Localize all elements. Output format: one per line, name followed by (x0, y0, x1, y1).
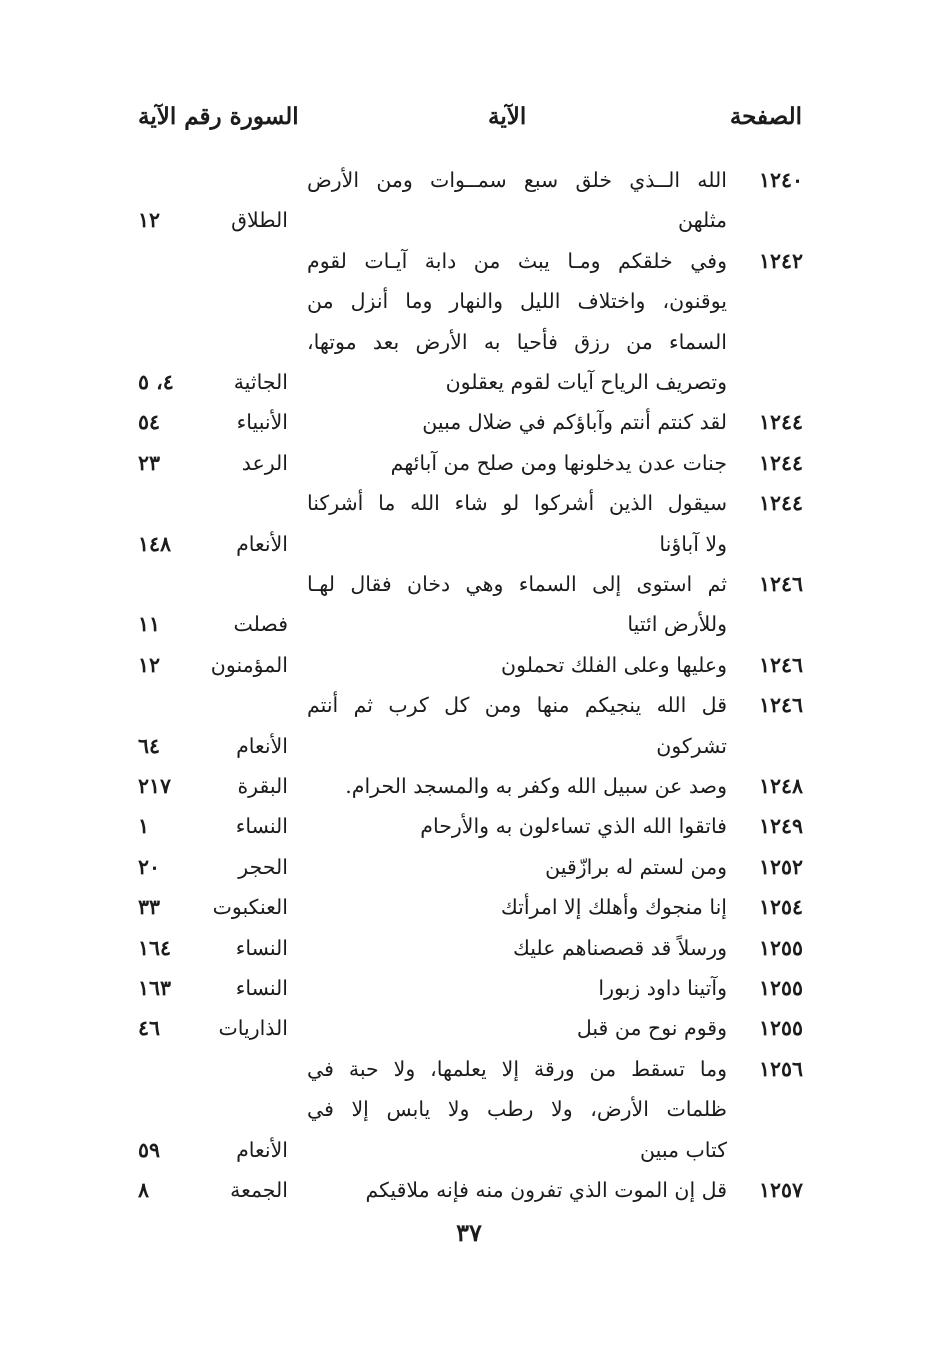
entry-surah-name: النساء (235, 814, 288, 839)
entry-verse-line: لقد كنتم أنتم وآباؤكم في ضلال مبين (422, 410, 727, 435)
entry-verse-line: ورسلاً قد قصصناهم عليك (512, 935, 727, 960)
entry-surah-name: البقرة (237, 774, 288, 798)
entry-surah-name: الأنعام (236, 733, 288, 758)
entry-page-number: ١٢٥٥ (758, 976, 803, 1000)
entry-verse-line: وفي خلقكم ومـا يبث من دابة آيـات لقوم (307, 248, 727, 273)
entry-verse-line: قل إن الموت الذي تفرون منه فإنه ملاقيكم (365, 1178, 727, 1202)
entry-surah-name: الأنعام (236, 1137, 288, 1162)
entry-verse-line: كتاب مبين (640, 1137, 727, 1162)
entry-ayah-number: ٤، ٥ (138, 370, 174, 394)
column-header-page: الصفحة (729, 103, 802, 130)
entry-page-number: ١٢٥٦ (758, 1056, 803, 1081)
entry-page-number: ١٢٤٩ (758, 814, 803, 839)
entry-ayah-number: ٢١٧ (138, 774, 172, 798)
entry-ayah-number: ٣٣ (138, 895, 161, 920)
entry-verse-line: ظلمات الأرض، ولا رطب ولا يابس إلا في (307, 1097, 727, 1122)
entry-page-number: ١٢٤٠ (758, 168, 803, 192)
entry-verse-line: جنات عدن يدخلونها ومن صلح من آبائهم (390, 450, 727, 475)
entry-ayah-number: ٢٣ (138, 450, 161, 475)
entry-verse-line: ولا آباؤنا (659, 531, 727, 556)
entry-verse-line: وما تسقط من ورقة إلا يعلمها، ولا حبة في (307, 1056, 727, 1081)
page-number: ٣٧ (456, 1218, 482, 1247)
entry-surah-name: الجمعة (230, 1178, 288, 1202)
entry-ayah-number: ١٦٣ (138, 976, 172, 1000)
entry-ayah-number: ٥٤ (138, 410, 161, 435)
entry-surah-name: فصلت (233, 612, 288, 637)
entry-ayah-number: ٤٦ (138, 1016, 161, 1041)
entry-ayah-number: ٨ (138, 1178, 150, 1202)
entry-verse-line: وصد عن سبيل الله وكفر به والمسجد الحرام. (345, 774, 727, 798)
entry-verse-line: السماء من رزق فأحيا به الأرض بعد موتها، (307, 329, 727, 354)
entry-ayah-number: ١١ (138, 612, 161, 637)
entry-verse-line: وقوم نوح من قبل (576, 1016, 727, 1041)
entry-verse-line: قل الله ينجيكم منها ومن كل كرب ثم أنتم (307, 693, 727, 718)
entry-page-number: ١٢٤٦ (758, 572, 803, 596)
entry-verse-line: إنا منجوك وأهلك إلا امرأتك (500, 895, 727, 920)
entry-verse-line: وللأرض ائتيا (627, 612, 727, 637)
entry-verse-line: سيقول الذين أشركوا لو شاء الله ما أشركنا (307, 491, 727, 516)
entry-surah-name: المؤمنون (210, 652, 288, 677)
entry-ayah-number: ١٤٨ (138, 531, 172, 556)
column-header-surah-ayah: السورة رقم الآية (138, 103, 299, 130)
entry-verse-line: فاتقوا الله الذي تساءلون به والأرحام (420, 814, 727, 839)
entry-verse-line: مثلهن (677, 208, 727, 233)
entry-ayah-number: ٢٠ (138, 854, 161, 879)
entry-ayah-number: ١٢ (138, 652, 161, 677)
entry-verse-line: تشركون (656, 733, 727, 758)
entry-page-number: ١٢٥٥ (758, 1016, 803, 1041)
entry-surah-name: الأنعام (236, 531, 288, 556)
entry-page-number: ١٢٥٢ (758, 854, 803, 879)
entry-surah-name: النساء (235, 976, 288, 1000)
entry-page-number: ١٢٤٤ (758, 491, 803, 516)
entry-ayah-number: ٥٩ (138, 1137, 161, 1162)
entry-page-number: ١٢٤٦ (758, 652, 803, 677)
entry-surah-name: الجاثية (233, 370, 288, 394)
entry-ayah-number: ١٢ (138, 208, 161, 233)
entry-page-number: ١٢٤٢ (758, 248, 803, 273)
entry-surah-name: العنكبوت (212, 895, 288, 920)
entry-verse-line: الله الــذي خلق سبع سمــوات ومن الأرض (307, 168, 727, 192)
entry-surah-name: الذاريات (218, 1016, 288, 1041)
entry-surah-name: الرعد (241, 450, 288, 475)
entry-verse-line: وعليها وعلى الفلك تحملون (501, 652, 727, 677)
entry-verse-line: وتصريف الرياح آيات لقوم يعقلون (445, 370, 727, 394)
entry-ayah-number: ٦٤ (138, 733, 161, 758)
entry-verse-line: يوقنون، واختلاف الليل والنهار وما أنزل من (307, 289, 727, 314)
entry-page-number: ١٢٤٦ (758, 693, 803, 718)
entry-page-number: ١٢٥٤ (758, 895, 803, 920)
entry-page-number: ١٢٤٤ (758, 450, 803, 475)
entry-verse-line: وآتينا داود زبورا (598, 976, 727, 1000)
entry-ayah-number: ١٦٤ (138, 935, 172, 960)
entry-page-number: ١٢٤٤ (758, 410, 803, 435)
entry-page-number: ١٢٥٧ (758, 1178, 803, 1202)
entry-surah-name: الحجر (238, 854, 288, 879)
entry-surah-name: الطلاق (231, 208, 288, 233)
entry-ayah-number: ١ (138, 814, 150, 839)
entry-surah-name: النساء (235, 935, 288, 960)
entry-verse-line: ثم استوى إلى السماء وهي دخان فقال لهـا (307, 572, 727, 596)
entry-surah-name: الأنبياء (236, 410, 288, 435)
entry-verse-line: ومن لستم له برازّقين (545, 854, 727, 879)
entry-page-number: ١٢٤٨ (758, 774, 803, 798)
entry-page-number: ١٢٥٥ (758, 935, 803, 960)
column-header-verse: الآية (488, 103, 527, 130)
